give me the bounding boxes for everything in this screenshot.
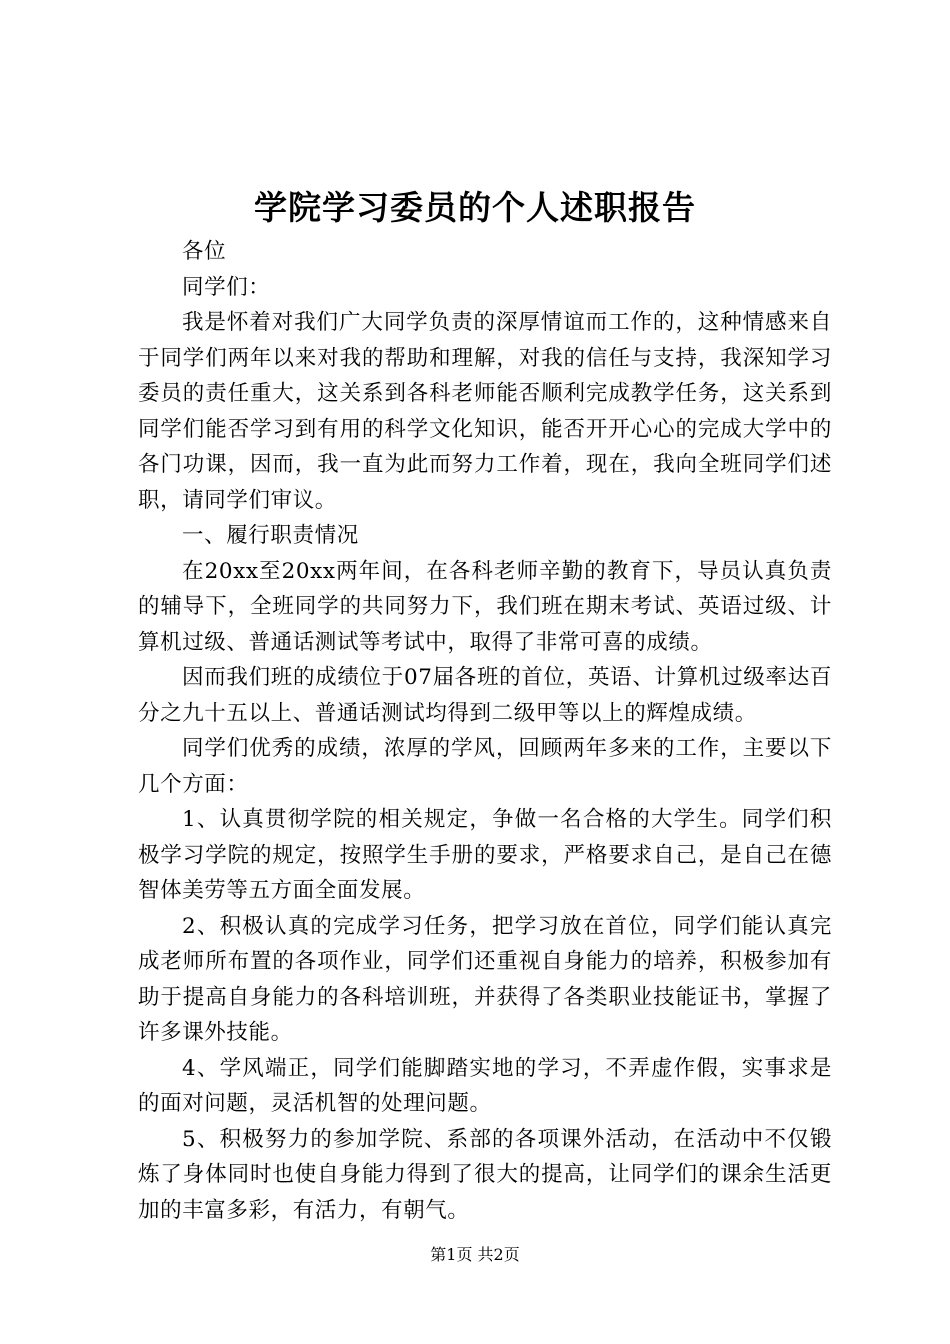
document-title: 学院学习委员的个人述职报告 — [254, 188, 696, 227]
salutation-line-2: 同学们： — [182, 274, 271, 300]
section-heading-duties: 一、履行职责情况 — [182, 523, 359, 548]
list-item-5: 5、积极努力的参加学院、系部的各项课外活动，在活动中不仅锻炼了身体同时也使自身能力得到了很大的提高，让同学们的课余生活更加的丰富多彩，有活力，有朝气。 — [138, 1126, 832, 1223]
paragraph-summary: 同学们优秀的成绩，浓厚的学风，回顾两年多来的工作，主要以下几个方面： — [138, 736, 832, 797]
list-item-2: 2、积极认真的完成学习任务，把学习放在首位，同学们能认真完成老师所布置的各项作业，同学们还重视自身能力的培养，积极参加有助于提高自身能力的各科培训班，并获得了各类职业技能证书，掌握了许多课外技能。 — [138, 913, 832, 1045]
document-body — [138, 234, 832, 1228]
list-item-1: 1、认真贯彻学院的相关规定，争做一名合格的大学生。同学们积极学习学院的规定，按照学生手册的要求，严格要求自己，是自己在德智体美劳等五方面全面发展。 — [138, 807, 832, 903]
salutation-line-1: 各位 — [182, 239, 227, 264]
intro-paragraph: 我是怀着对我们广大同学负责的深厚情谊而工作的，这种情感来自于同学们两年以来对我的帮助和理解，对我的信任与支持，我深知学习委员的责任重大，这关系到各科老师能否顺利完成教学任务，这关系到同学们能否学习到有用的科学文化知识，能否开开心心的完成大学中的各门功课，因而，我一直为此而努力工作着，现在，我向全班同学们述职，请同学们审议。 — [138, 310, 832, 513]
paragraph-ranking: 因而我们班的成绩位于07届各班的首位，英语、计算机过级率达百分之九十五以上、普通话测试均得到二级甲等以上的辉煌成绩。 — [138, 665, 832, 726]
page-number-label: 第1页 共2页 — [430, 1245, 520, 1264]
list-item-4: 4、学风端正，同学们能脚踏实地的学习，不弄虚作假，实事求是的面对问题，灵活机智的处理问题。 — [138, 1055, 832, 1116]
paragraph-achievements: 在20xx至20xx两年间，在各科老师辛勤的教育下，导员认真负责的辅导下，全班同学的共同努力下，我们班在期末考试、英语过级、计算机过级、普通话测试等考试中，取得了非常可喜的成绩。 — [138, 558, 832, 655]
page-footer — [0, 1244, 950, 1266]
